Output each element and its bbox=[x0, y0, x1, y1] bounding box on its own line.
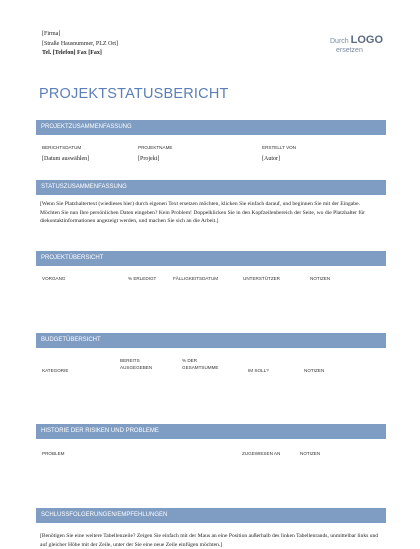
section-header-summary: PROJEKTZUSAMMENFASSUNG bbox=[36, 120, 386, 135]
section-header-conclusions: SCHLUSSFOLGERUNGEN/EMPFEHLUNGEN bbox=[36, 508, 386, 523]
overview-col-done: % ERLEDIGT bbox=[128, 276, 157, 281]
overview-col-supporter: UNTERSTÜTZER bbox=[243, 276, 281, 281]
summary-label-date: BERICHTSDATUM bbox=[42, 145, 82, 150]
budget-col-percent: % DER GESAMTSUMME bbox=[182, 358, 219, 370]
summary-date-field[interactable]: [Datum auswählen] bbox=[42, 156, 90, 162]
summary-label-project: PROJEKTNAME bbox=[138, 145, 173, 150]
company-name: [Firma] bbox=[42, 31, 61, 37]
budget-col-category: KATEGORIE bbox=[42, 368, 69, 373]
risks-col-assigned: ZUGEWIESEN AN bbox=[242, 451, 281, 456]
section-header-risks: HISTORIE DER RISIKEN UND PROBLEME bbox=[36, 424, 386, 439]
company-header bbox=[42, 30, 118, 59]
company-address: [Straße Hausnummer, PLZ Ort] bbox=[42, 40, 119, 47]
section-header-overview: PROJEKTÜBERSICHT bbox=[36, 251, 386, 266]
logo-placeholder[interactable] bbox=[330, 36, 383, 55]
overview-col-due: FÄLLIGKEITSDATUM bbox=[173, 276, 219, 281]
summary-label-author: ERSTELLT VON bbox=[262, 145, 297, 150]
status-text[interactable]: [Wenn Sie Platzhaltertext (wiedieses hier) durch eigenen Text ersetzen möchten, klicken Sie einfach darauf, und beginnen Sie mit der Eingabe. Möchten Sie nun Ihre persönlichen Daten eingeben? Kein Problem! Doppelklicken Sie in den Kopfzeilenbereich der Seite, wo die Platzhalter für diekontaktinformationen angezeigt werden, und machen Sie sich an die Arbeit.] bbox=[40, 201, 365, 224]
page-title: PROJEKTSTATUSBERICHT bbox=[39, 86, 229, 102]
budget-col-on-target: IM SOLL? bbox=[248, 368, 269, 373]
overview-col-notes: NOTIZEN bbox=[310, 276, 331, 281]
logo-prefix: Durch bbox=[330, 38, 349, 45]
risks-col-problem: PROBLEM bbox=[42, 451, 65, 456]
conclusions-text[interactable]: [Benötigen Sie eine weitere Tabellenzeile? Zeigen Sie einfach mit der Maus an eine Position außerhalb des linken Tabellenrands, unmittelbar links und auf gleicher Höhe mit der Zeile, unter der Sie eine neue Zeile einfügen möchten.] bbox=[40, 533, 379, 548]
budget-col-notes: NOTIZEN bbox=[304, 368, 325, 373]
summary-author-field[interactable]: [Autor] bbox=[262, 156, 280, 162]
overview-col-task: VORGANG bbox=[42, 276, 66, 281]
section-header-status: STATUSZUSAMMENFASSUNG bbox=[36, 180, 386, 195]
section-header-budget: BUDGETÜBERSICHT bbox=[36, 333, 386, 348]
summary-project-field[interactable]: [Projekt] bbox=[138, 156, 160, 162]
budget-col-spent: BEREITS AUSGEGEBEN bbox=[120, 358, 153, 370]
logo-word: LOGO bbox=[350, 34, 384, 46]
risks-col-notes: NOTIZEN bbox=[300, 451, 321, 456]
company-contact: Tel. [Telefon] Fax [Fax] bbox=[42, 50, 102, 56]
logo-suffix: ersetzen bbox=[336, 47, 363, 54]
